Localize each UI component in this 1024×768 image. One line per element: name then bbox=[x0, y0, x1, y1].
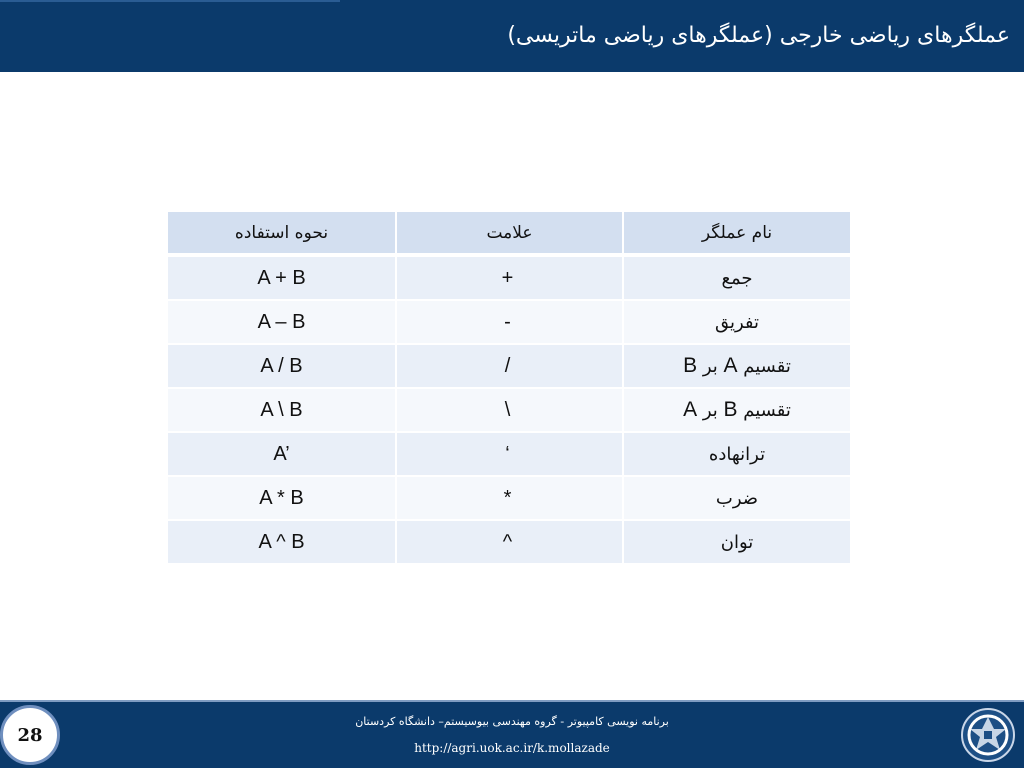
operator-name-cell bbox=[622, 387, 850, 431]
footer-url[interactable]: http://agri.uok.ac.ir/k.mollazade bbox=[414, 741, 610, 755]
operator-usage-cell: A ^ B bbox=[168, 519, 395, 563]
table-row bbox=[168, 299, 850, 343]
table-row bbox=[168, 519, 850, 563]
operator-symbol-cell: / bbox=[395, 343, 622, 387]
operator-name-part: بر bbox=[697, 356, 724, 377]
operator-symbol-cell: - bbox=[395, 299, 622, 343]
table-row bbox=[168, 387, 850, 431]
operator-name-part: بر bbox=[697, 400, 724, 421]
operator-symbol-cell: \ bbox=[395, 387, 622, 431]
operators-table bbox=[168, 210, 850, 563]
operator-usage-cell: A \ B bbox=[168, 387, 395, 431]
column-header-operator-name: نام عملگر bbox=[622, 210, 850, 253]
footer-bar bbox=[0, 702, 1024, 768]
table-header-row bbox=[168, 210, 850, 253]
footer-course-text: برنامه نویسی کامپیوتر - گروه مهندسی بیوسیستم– دانشگاه کردستان bbox=[355, 715, 669, 728]
operator-symbol-cell: + bbox=[395, 253, 622, 299]
column-header-symbol: علامت bbox=[395, 210, 622, 253]
operator-name-cell: تفریق bbox=[622, 299, 850, 343]
operator-name-operand: A bbox=[723, 354, 738, 377]
table-row bbox=[168, 431, 850, 475]
operator-name-part: تقسیم bbox=[737, 400, 791, 421]
header-bar bbox=[0, 0, 1024, 72]
page-number-badge bbox=[0, 705, 60, 765]
operator-name-operand: B bbox=[723, 398, 738, 421]
operator-name-part: تقسیم bbox=[737, 356, 791, 377]
table-row bbox=[168, 253, 850, 299]
operator-name-operand: A bbox=[683, 398, 698, 421]
operator-usage-cell: A + B bbox=[168, 253, 395, 299]
operator-name-cell bbox=[622, 343, 850, 387]
operator-usage-cell: A – B bbox=[168, 299, 395, 343]
operator-symbol-cell: ‘ bbox=[395, 431, 622, 475]
operator-name-cell: ضرب bbox=[622, 475, 850, 519]
table-row bbox=[168, 475, 850, 519]
slide-title: عملگرهای ریاضی خارجی (عملگرهای ریاضی ماتریسی) bbox=[507, 23, 1010, 48]
operator-usage-cell: A * B bbox=[168, 475, 395, 519]
table-row bbox=[168, 343, 850, 387]
operator-name-cell: ترانهاده bbox=[622, 431, 850, 475]
header-accent-line bbox=[0, 0, 340, 2]
operator-name-cell: توان bbox=[622, 519, 850, 563]
operator-symbol-cell: ^ bbox=[395, 519, 622, 563]
operator-name-cell: جمع bbox=[622, 253, 850, 299]
page-number: 28 bbox=[17, 724, 43, 746]
university-logo-icon bbox=[960, 707, 1016, 763]
column-header-usage: نحوه استفاده bbox=[168, 210, 395, 253]
operator-symbol-cell: * bbox=[395, 475, 622, 519]
operator-name-operand: B bbox=[683, 354, 698, 377]
operator-usage-cell: A’ bbox=[168, 431, 395, 475]
operator-usage-cell: A / B bbox=[168, 343, 395, 387]
